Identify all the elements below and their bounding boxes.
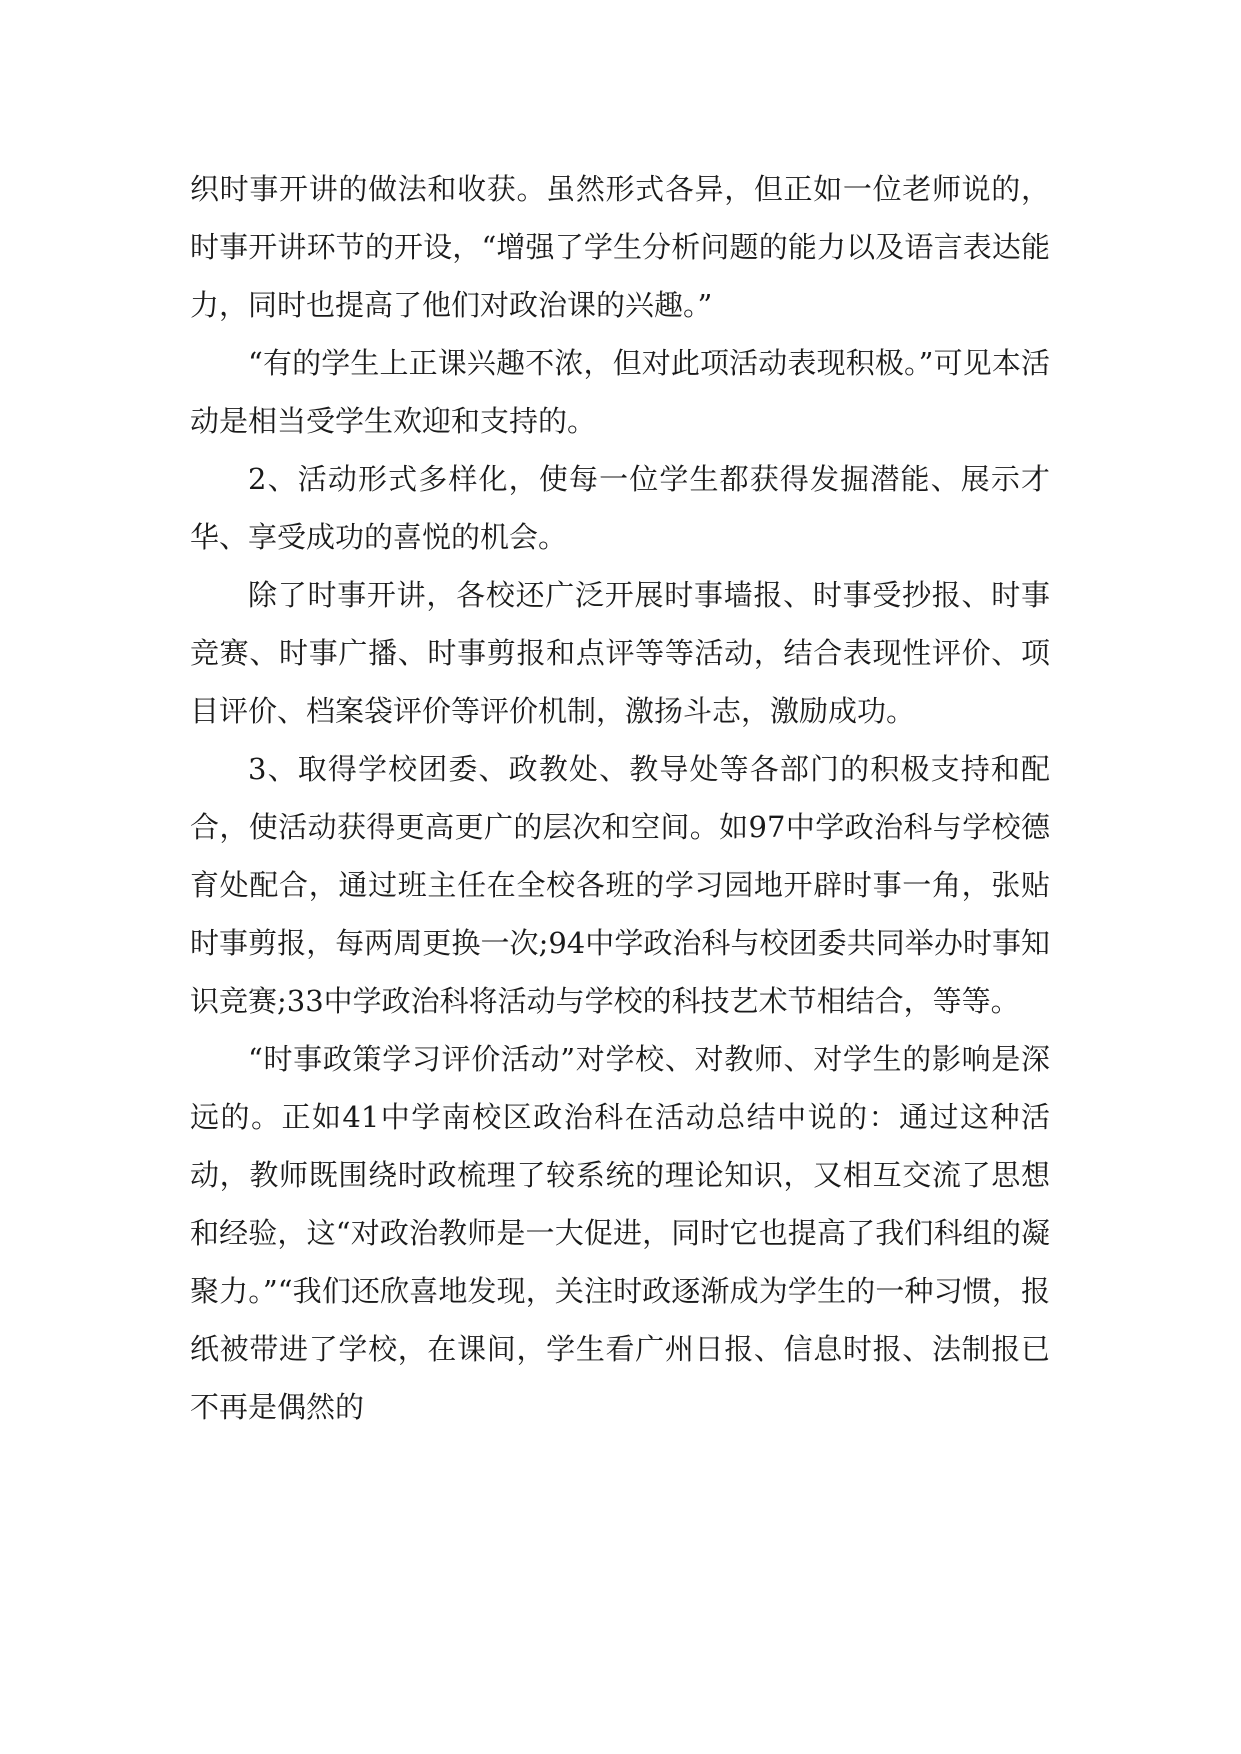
paragraph-continuation: 织时事开讲的做法和收获。虽然形式各异，但正如一位老师说的，时事开讲环节的开设，“增强了学生分析问题的能力以及语言表达能力，同时也提高了他们对政治课的兴趣。” [190, 172, 1050, 322]
paragraph-impact: “时事政策学习评价活动”对学校、对教师、对学生的影响是深远的。正如41中学南校区政治科在活动总结中说的：通过这种活动，教师既围绕时政梳理了较系统的理论知识，又相互交流了思想和经验，这“对政治教师是一大促进，同时它也提高了我们科组的凝聚力。”“我们还欣喜地发现，关注时政逐渐成为学生的一种习惯，报纸被带进了学校，在课间，学生看广州日报、信息时报、法制报已不再是偶然的 [190, 1042, 1050, 1424]
paragraph-point-2: 2、活动形式多样化，使每一位学生都获得发掘潜能、展示才华、享受成功的喜悦的机会。 [190, 462, 1050, 554]
paragraph-activities: 除了时事开讲，各校还广泛开展时事墙报、时事受抄报、时事竞赛、时事广播、时事剪报和点评等等活动，结合表现性评价、项目评价、档案袋评价等评价机制，激扬斗志，激励成功。 [190, 578, 1050, 728]
paragraph-point-3: 3、取得学校团委、政教处、教导处等各部门的积极支持和配合，使活动获得更高更广的层次和空间。如97中学政治科与学校德育处配合，通过班主任在全校各班的学习园地开辟时事一角，张贴时事剪报，每两周更换一次;94中学政治科与校团委共同举办时事知识竞赛;33中学政治科将活动与学校的科技艺术节相结合，等等。 [190, 752, 1050, 1018]
paragraph-quote: “有的学生上正课兴趣不浓，但对此项活动表现积极。”可见本活动是相当受学生欢迎和支持的。 [190, 346, 1050, 438]
document-body [190, 160, 1050, 1436]
